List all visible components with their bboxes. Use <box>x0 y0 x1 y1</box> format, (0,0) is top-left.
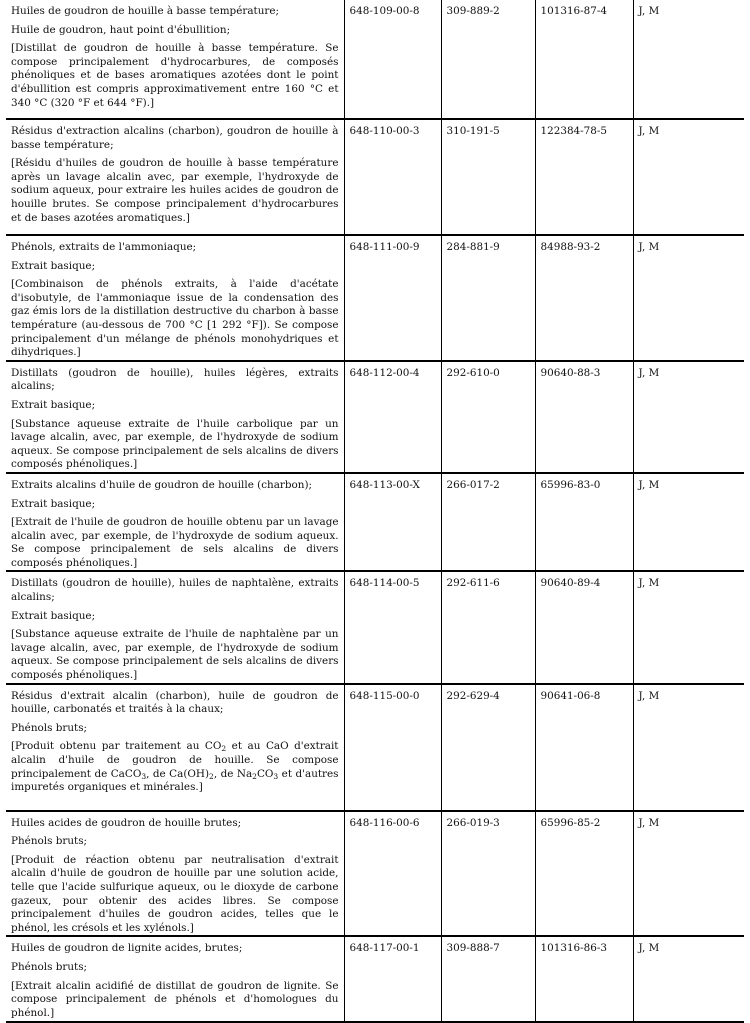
substance-description: [Résidu d'huiles de goudron de houille à basse température après un lavage alcalin avec, par exemple, l'hydroxyde de sodium aqueux, pour extraire les huiles acides de goudron de houille brutes. Se compose principalement d'hydrocarbures et de bases azotées aromatiques.] <box>11 157 339 224</box>
substance-synonym: Extrait basique; <box>11 497 96 510</box>
table-row <box>6 684 744 811</box>
ec-number: 309-888-7 <box>441 936 535 1022</box>
substance-synonym: Extrait basique; <box>11 609 96 622</box>
substance-name-cell <box>6 473 344 572</box>
substance-description: [Substance aqueuse extraite de l'huile carbolique par un lavage alcalin, avec, par exemple, de l'hydroxyde de sodium aqueux. Se compose principalement de sels alcalins de divers composés phénoliques.] <box>11 417 339 471</box>
substance-description: [Combinaison de phénols extraits, à l'aide d'acétate d'isobutyle, de l'ammoniaque issue de la condensation des gaz émis lors de la distillation destructive du charbon à basse température (au-dessous de 700 °C [1 292 °F]). Se compose principalement d'un mélange de phénols monohydriques et dihydriques.] <box>11 278 339 359</box>
substance-description: [Produit obtenu par traitement au $CO_2$ et au CaO d'extrait alcalin d'huile de goudron de houille. Se compose principalement de CaCO$_3$, de $Ca(OH)_2$, de $Na_2CO_3$ et d'autres impuretés organiques et minérales.] <box>11 740 339 794</box>
cas-number: 65996-83-0 <box>535 473 633 572</box>
notes: J, M <box>633 0 744 119</box>
substance-name: Huiles acides de goudron de houille brutes; <box>11 816 242 829</box>
cas-number: 101316-86-3 <box>535 936 633 1022</box>
index-number: 648-116-00-6 <box>344 811 441 937</box>
table-row <box>6 119 744 235</box>
notes: J, M <box>633 936 744 1022</box>
ec-number: 292-610-0 <box>441 361 535 473</box>
notes: J, M <box>633 361 744 473</box>
substance-description: [Distillat de goudron de houille à basse température. Se compose principalement d'hydrocarbures, de composés phénoliques et de bases aromatiques azotées dont le point d'ébullition est compris approximativement entre 160 °C et 340 °C (320 °F et 644 °F).] <box>11 42 339 109</box>
index-number: 648-114-00-5 <box>344 571 441 683</box>
substance-name: Phénols, extraits de l'ammoniaque; <box>11 241 197 253</box>
substance-name-cell <box>6 811 344 937</box>
cas-number: 101316-87-4 <box>535 0 633 119</box>
index-number: 648-110-00-3 <box>344 119 441 235</box>
substance-description: [Extrait alcalin acidifié de distillat de goudron de lignite. Se compose principalement de phénols et d'homologues du phénol.] <box>11 979 339 1019</box>
substance-synonym: Phénols bruts; <box>11 835 88 848</box>
cas-number: 90641-06-8 <box>535 684 633 811</box>
substance-name-cell <box>6 119 344 235</box>
substance-name-cell <box>6 936 344 1022</box>
substance-name-cell <box>6 684 344 811</box>
substance-description: [Produit de réaction obtenu par neutralisation d'extrait alcalin d'huile de goudron de houille par une solution acide, telle que l'acide sulfurique aqueux, ou le dioxyde de carbone gazeux, pour obtenir des acides libres. Se compose principalement d'huiles de goudron acides, telles que le phénol, les crésols et les xylénols.] <box>11 853 339 934</box>
notes: J, M <box>633 571 744 683</box>
cas-number: 90640-88-3 <box>535 361 633 473</box>
cas-number: 65996-85-2 <box>535 811 633 937</box>
cas-number: 90640-89-4 <box>535 571 633 683</box>
index-number: 648-115-00-0 <box>344 684 441 811</box>
table-row <box>6 235 744 361</box>
notes: J, M <box>633 684 744 811</box>
substance-name: Huiles de goudron de lignite acides, brutes; <box>11 942 243 955</box>
table-row <box>6 0 744 119</box>
substance-description: [Extrait de l'huile de goudron de houille obtenu par un lavage alcalin avec, par exemple, de l'hydroxyde de sodium aqueux. Se compose principalement de sels alcalins de divers composés phénoliques.] <box>11 516 339 569</box>
substance-name: Huiles de goudron de houille à basse température; <box>11 5 280 17</box>
table-row <box>6 936 744 1022</box>
ec-number: 266-019-3 <box>441 811 535 937</box>
substance-synonym: Extrait basique; <box>11 398 96 411</box>
cas-number: 84988-93-2 <box>535 235 633 361</box>
substance-name: Résidus d'extrait alcalin (charbon), huile de goudron de houille, carbonatés et traités à la chaux; <box>11 689 339 716</box>
ec-number: 292-629-4 <box>441 684 535 811</box>
substance-synonym: Huile de goudron, haut point d'ébullition; <box>11 23 231 36</box>
ec-number: 310-191-5 <box>441 119 535 235</box>
page <box>6 0 744 1023</box>
table-row <box>6 811 744 937</box>
table-row <box>6 571 744 683</box>
substance-name-cell <box>6 235 344 361</box>
notes: J, M <box>633 235 744 361</box>
substance-table <box>6 0 744 1023</box>
substance-name: Distillats (goudron de houille), huiles légères, extraits alcalins; <box>11 366 339 393</box>
ec-number: 309-889-2 <box>441 0 535 119</box>
ec-number: 292-611-6 <box>441 571 535 683</box>
notes: J, M <box>633 811 744 937</box>
substance-name-cell <box>6 0 344 119</box>
substance-name-cell <box>6 571 344 683</box>
index-number: 648-117-00-1 <box>344 936 441 1022</box>
substance-name: Résidus d'extraction alcalins (charbon), goudron de houille à basse température; <box>11 125 339 151</box>
notes: J, M <box>633 473 744 572</box>
ec-number: 284-881-9 <box>441 235 535 361</box>
index-number: 648-112-00-4 <box>344 361 441 473</box>
table-row <box>6 361 744 473</box>
index-number: 648-111-00-9 <box>344 235 441 361</box>
cas-number: 122384-78-5 <box>535 119 633 235</box>
substance-name: Extraits alcalins d'huile de goudron de houille (charbon); <box>11 478 313 491</box>
substance-description: [Substance aqueuse extraite de l'huile de naphtalène par un lavage alcalin, avec, par exemple, de l'hydroxyde de sodium aqueux. Se compose principalement de sels alcalins de divers composés phénoliques.] <box>11 628 339 682</box>
index-number: 648-113-00-X <box>344 473 441 572</box>
notes: J, M <box>633 119 744 235</box>
substance-synonym: Extrait basique; <box>11 259 96 272</box>
substance-synonym: Phénols bruts; <box>11 721 88 734</box>
substance-name: Distillats (goudron de houille), huiles de naphtalène, extraits alcalins; <box>11 577 339 604</box>
index-number: 648-109-00-8 <box>344 0 441 119</box>
substance-name-cell <box>6 361 344 473</box>
table-row <box>6 473 744 572</box>
substance-synonym: Phénols bruts; <box>11 960 88 973</box>
ec-number: 266-017-2 <box>441 473 535 572</box>
